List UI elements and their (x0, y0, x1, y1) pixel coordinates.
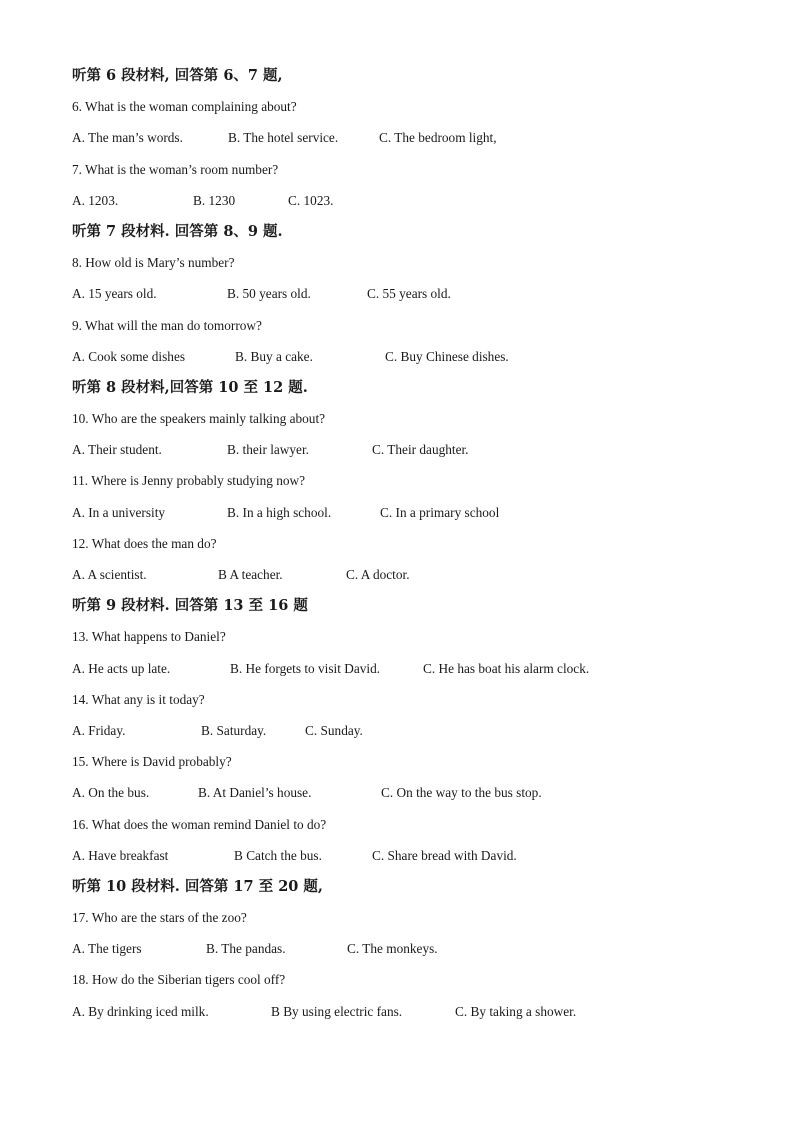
option-c: C. A doctor. (346, 567, 410, 582)
section-heading: 听第 10 段材料. 回答第 17 至 20 题, (72, 877, 323, 895)
options-row (72, 563, 732, 594)
options-row (72, 438, 732, 469)
option-a: A. By drinking iced milk. (72, 1003, 209, 1019)
option-b: B. The pandas. (206, 941, 286, 957)
option-b: B A teacher. (218, 567, 283, 582)
question-text: 17. Who are the stars of the zoo? (72, 910, 247, 926)
option-a: A. On the bus. (72, 785, 150, 801)
option-b: B. The hotel service. (228, 130, 339, 146)
options-row (72, 282, 732, 313)
options-row (72, 657, 732, 688)
question-text: 12. What does the man do? (72, 535, 217, 551)
question-text: 14. What any is it today? (72, 691, 205, 707)
section-heading: 听第 8 段材料,回答第 10 至 12 题. (72, 378, 308, 396)
option-c: C. He has boat his alarm clock. (423, 660, 590, 676)
question-text: 6. What is the woman complaining about? (72, 99, 297, 115)
options-row (72, 719, 732, 750)
option-a: A. 15 years old. (72, 286, 157, 302)
option-a: A. Have breakfast (72, 847, 169, 863)
option-b: B. 50 years old. (227, 286, 311, 302)
question-text: 15. Where is David probably? (72, 754, 232, 770)
option-a: A. Their student. (72, 442, 162, 458)
option-b: B. At Daniel’s house. (198, 785, 312, 801)
exam-page (72, 64, 732, 1031)
option-b: B By using electric fans. (271, 1003, 403, 1019)
option-c: C. Share bread with David. (372, 847, 517, 863)
section-heading: 听第 7 段材料. 回答第 8、9 题. (72, 222, 283, 240)
option-a: A. In a university (72, 504, 166, 520)
question-text: 11. Where is Jenny probably studying now? (72, 473, 306, 489)
section-heading: 听第 6 段材料, 回答第 6、7 题, (72, 67, 283, 84)
option-b: B Catch the bus. (234, 847, 322, 863)
options-row (72, 501, 732, 532)
option-c: C. Their daughter. (372, 442, 469, 458)
option-a: A. 1203. (72, 192, 119, 208)
option-b: B. Buy a cake. (235, 348, 313, 364)
option-a: A. Friday. (72, 722, 126, 738)
option-a: A. Cook some dishes (72, 348, 186, 364)
options-row (72, 189, 732, 220)
section-heading: 听第 9 段材料. 回答第 13 至 16 题 (72, 597, 308, 615)
option-c: C. Sunday. (305, 722, 363, 738)
option-c: C. 55 years old. (367, 286, 451, 302)
option-b: B. In a high school. (227, 504, 332, 520)
option-c: C. 1023. (288, 192, 334, 208)
options-row (72, 1000, 732, 1031)
question-text: 7. What is the woman’s room number? (72, 161, 279, 177)
question-text: 18. How do the Siberian tigers cool off? (72, 972, 286, 988)
question-text: 10. Who are the speakers mainly talking about? (72, 411, 326, 427)
option-b: B. He forgets to visit David. (230, 660, 381, 676)
option-c: C. By taking a shower. (455, 1003, 577, 1019)
question-text: 16. What does the woman remind Daniel to do? (72, 816, 327, 832)
question-text: 8. How old is Mary’s number? (72, 255, 235, 271)
options-row (72, 781, 732, 812)
option-a: A. The tigers (72, 941, 142, 957)
option-a: A. He acts up late. (72, 660, 171, 676)
option-b: B. 1230 (193, 192, 236, 208)
option-c: C. The monkeys. (347, 941, 438, 957)
options-row (72, 937, 732, 968)
options-row (72, 345, 732, 376)
option-c: C. The bedroom light, (379, 130, 497, 146)
option-c: C. In a primary school (380, 504, 500, 520)
option-c: C. Buy Chinese dishes. (385, 348, 509, 364)
option-b: B. Saturday. (201, 722, 267, 738)
option-b: B. their lawyer. (227, 442, 309, 458)
question-text: 9. What will the man do tomorrow? (72, 317, 262, 333)
option-c: C. On the way to the bus stop. (381, 785, 542, 801)
options-row (72, 844, 732, 875)
option-a: A. A scientist. (72, 567, 147, 582)
options-row (72, 126, 732, 157)
question-text: 13. What happens to Daniel? (72, 629, 226, 645)
option-a: A. The man’s words. (72, 130, 183, 146)
